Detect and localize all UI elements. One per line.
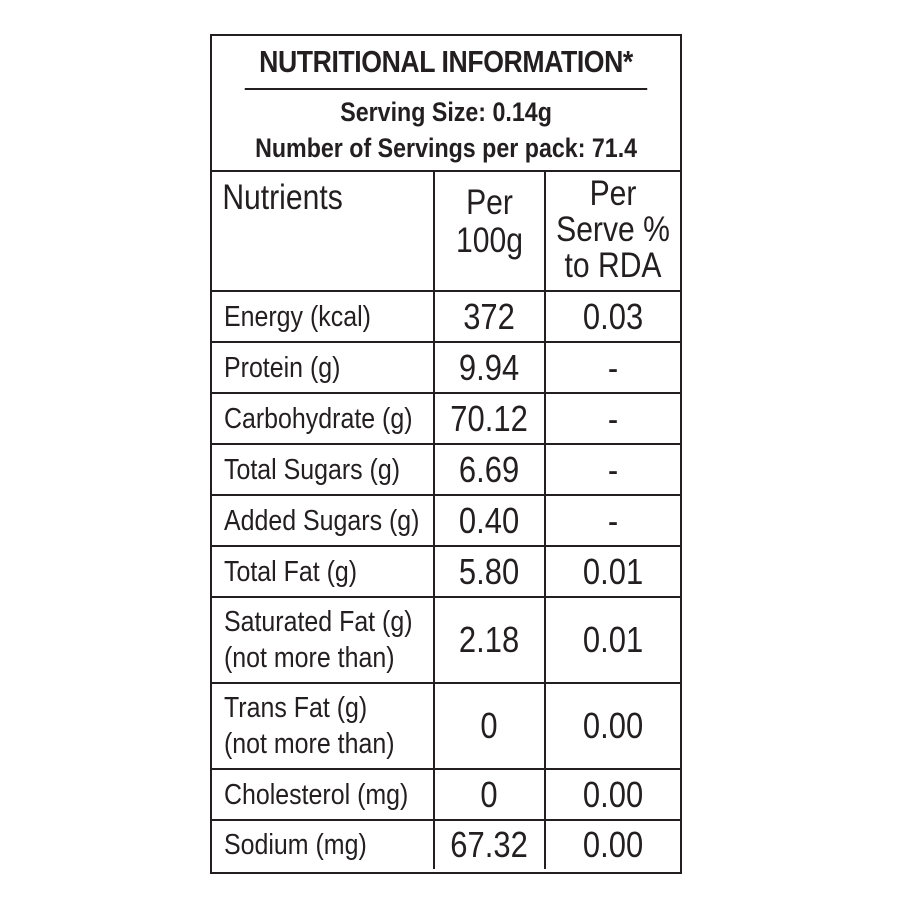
per-100g-value: 0 xyxy=(434,683,545,769)
nutrient-name: Protein (g) xyxy=(212,342,434,393)
rda-value: 0.03 xyxy=(545,291,680,342)
nutrient-name: Saturated Fat (g) (not more than) xyxy=(212,597,434,683)
nutrient-name: Total Sugars (g) xyxy=(212,444,434,495)
rda-value: - xyxy=(545,393,680,444)
nutrient-name: Carbohydrate (g) xyxy=(212,393,434,444)
per-100g-value: 70.12 xyxy=(434,393,545,444)
nutrient-name: Added Sugars (g) xyxy=(212,495,434,546)
nutrition-table xyxy=(212,172,680,869)
table-row xyxy=(212,393,680,444)
rda-value: 0.00 xyxy=(545,820,680,869)
table-row xyxy=(212,342,680,393)
rda-value: - xyxy=(545,342,680,393)
serving-info xyxy=(212,90,680,172)
panel-title: NUTRITIONAL INFORMATION* xyxy=(245,36,647,90)
per-100g-value: 0.40 xyxy=(434,495,545,546)
nutrient-name: Sodium (mg) xyxy=(212,820,434,869)
per-100g-value: 6.69 xyxy=(434,444,545,495)
rda-value: - xyxy=(545,495,680,546)
rda-value: 0.01 xyxy=(545,546,680,597)
table-row xyxy=(212,444,680,495)
rda-value: 0.00 xyxy=(545,683,680,769)
per-100g-value: 0 xyxy=(434,769,545,820)
table-row xyxy=(212,769,680,820)
per-100g-value: 67.32 xyxy=(434,820,545,869)
serving-size: Serving Size: 0.14g xyxy=(340,97,552,127)
nutrient-name: Trans Fat (g) (not more than) xyxy=(212,683,434,769)
nutrient-name: Cholesterol (mg) xyxy=(212,769,434,820)
table-row xyxy=(212,820,680,869)
rda-value: 0.01 xyxy=(545,597,680,683)
table-header-row xyxy=(212,172,680,291)
nutrition-panel xyxy=(210,34,682,874)
nutrient-name: Total Fat (g) xyxy=(212,546,434,597)
rda-value: - xyxy=(545,444,680,495)
table-row xyxy=(212,495,680,546)
header-per-serve-rda: Per Serve % to RDA xyxy=(545,172,680,291)
servings-per-pack: Number of Servings per pack: 71.4 xyxy=(255,133,637,163)
table-row xyxy=(212,546,680,597)
per-100g-value: 2.18 xyxy=(434,597,545,683)
nutrient-name: Energy (kcal) xyxy=(212,291,434,342)
per-100g-value: 9.94 xyxy=(434,342,545,393)
table-row xyxy=(212,683,680,769)
header-nutrients: Nutrients xyxy=(212,172,434,291)
rda-value: 0.00 xyxy=(545,769,680,820)
per-100g-value: 372 xyxy=(434,291,545,342)
per-100g-value: 5.80 xyxy=(434,546,545,597)
table-row xyxy=(212,597,680,683)
table-row xyxy=(212,291,680,342)
header-per-100g: Per 100g xyxy=(434,172,545,291)
